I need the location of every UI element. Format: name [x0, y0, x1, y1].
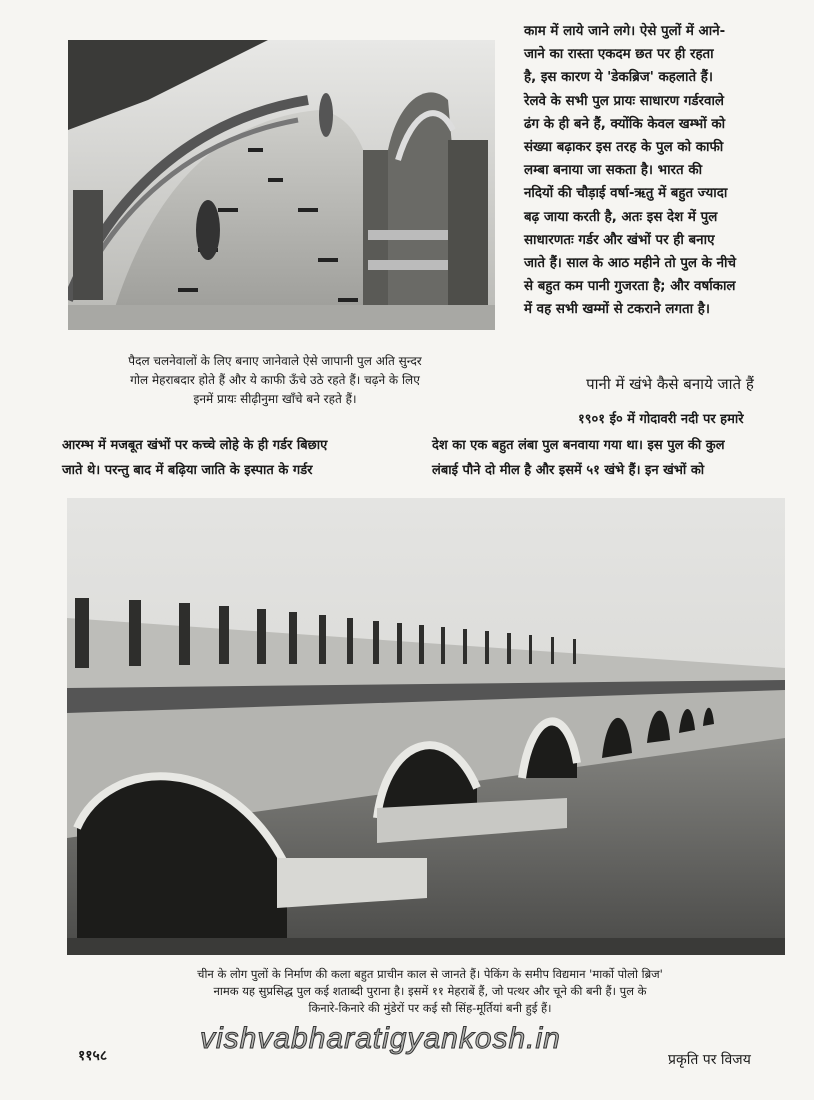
caption-japanese-bridge	[58, 352, 492, 409]
caption-line: नामक यह सुप्रसिद्ध पुल कई शताब्दी पुराना है। इसमें ११ मेहराबें हैं, जो पत्थर और चूने की बनी हैं। पुल के	[213, 984, 647, 998]
caption-line: किनारे-किनारे की मुंडेरों पर कई सौ सिंह-मूर्तियां बनी हुई हैं।	[308, 1001, 552, 1015]
text-line: देश का एक बहुत लंबा पुल बनवाया गया था। इस पुल की कुल	[432, 438, 725, 453]
text-line: काम में लाये जाने लगे। ऐसे पुलों में आने-	[524, 24, 726, 39]
section-heading: पानी में खंभे कैसे बनाये जाते हैं	[586, 375, 754, 393]
text-line: में वह सभी खम्मों से टकराने लगता है।	[524, 302, 710, 318]
photo-japanese-bridge	[68, 40, 495, 330]
text-line: है, इस कारण ये 'डेकब्रिज' कहलाते हैं।	[524, 70, 713, 86]
text-line: लम्बा बनाया जा सकता है। भारत की	[524, 163, 703, 179]
text-line: बढ़ जाया करती है, अतः इस देश में पुल	[524, 209, 718, 225]
text-line: संख्या बढ़ाकर इस तरह के पुल को काफी	[524, 140, 724, 156]
text-line: १९०१ ई० में गोदावरी नदी पर हमारे	[578, 412, 744, 427]
text-line: जाने का रास्ता एकदम छत पर ही रहता	[524, 47, 714, 63]
caption-line: गोल मेहराबदार होते हैं और ये काफी ऊँचे उठे रहते हैं। चढ़ने के लिए	[130, 373, 420, 387]
text-line: जाते हैं। साल के आठ महीने तो पुल के नीचे	[524, 256, 737, 272]
marco-polo-bridge-image	[67, 498, 785, 955]
photo-marco-polo-bridge	[67, 498, 785, 955]
caption-marco-polo-bridge	[80, 966, 780, 1017]
text-line: आरम्भ में मजबूत खंभों पर कच्चे लोहे के ही गर्डर बिछाए	[62, 438, 328, 453]
text-line: नदियों की चौड़ाई वर्षा-ऋतु में बहुत ज्यादा	[524, 186, 728, 202]
page-number: ११५८	[78, 1048, 108, 1064]
right-column-text	[524, 20, 786, 322]
text-line: से बहुत कम पानी गुजरता है; और वर्षाकाल	[524, 279, 736, 295]
caption-line: पैदल चलनेवालों के लिए बनाए जानेवाले ऐसे जापानी पुल अति सुन्दर	[128, 354, 422, 368]
caption-line: इनमें प्रायः सीढ़ीनुमा खाँचे बने रहते हैं।	[193, 392, 357, 406]
text-line: साधारणतः गर्डर और खंभों पर ही बनाए	[524, 232, 715, 248]
japanese-bridge-image	[68, 40, 495, 330]
text-line: जाते थे। परन्तु बाद में बढ़िया जाति के इस्पात के गर्डर	[62, 463, 313, 478]
running-title: प्रकृति पर विजय	[668, 1052, 751, 1068]
watermark: vishvabharatigyankosh.in	[200, 1022, 561, 1055]
caption-line: चीन के लोग पुलों के निर्माण की कला बहुत प्राचीन काल से जानते हैं। पेकिंग के समीप विद्यमान 'मार्को पोलो ब्रिज'	[197, 967, 663, 981]
text-line: रेलवे के सभी पुल प्रायः साधारण गर्डरवाले	[524, 93, 724, 109]
text-line: लंबाई पौने दो मील है और इसमें ५१ खंभे हैं। इन खंभों को	[432, 463, 705, 478]
text-line: ढंग के ही बने हैं, क्योंकि केवल खम्भों को	[524, 116, 726, 132]
